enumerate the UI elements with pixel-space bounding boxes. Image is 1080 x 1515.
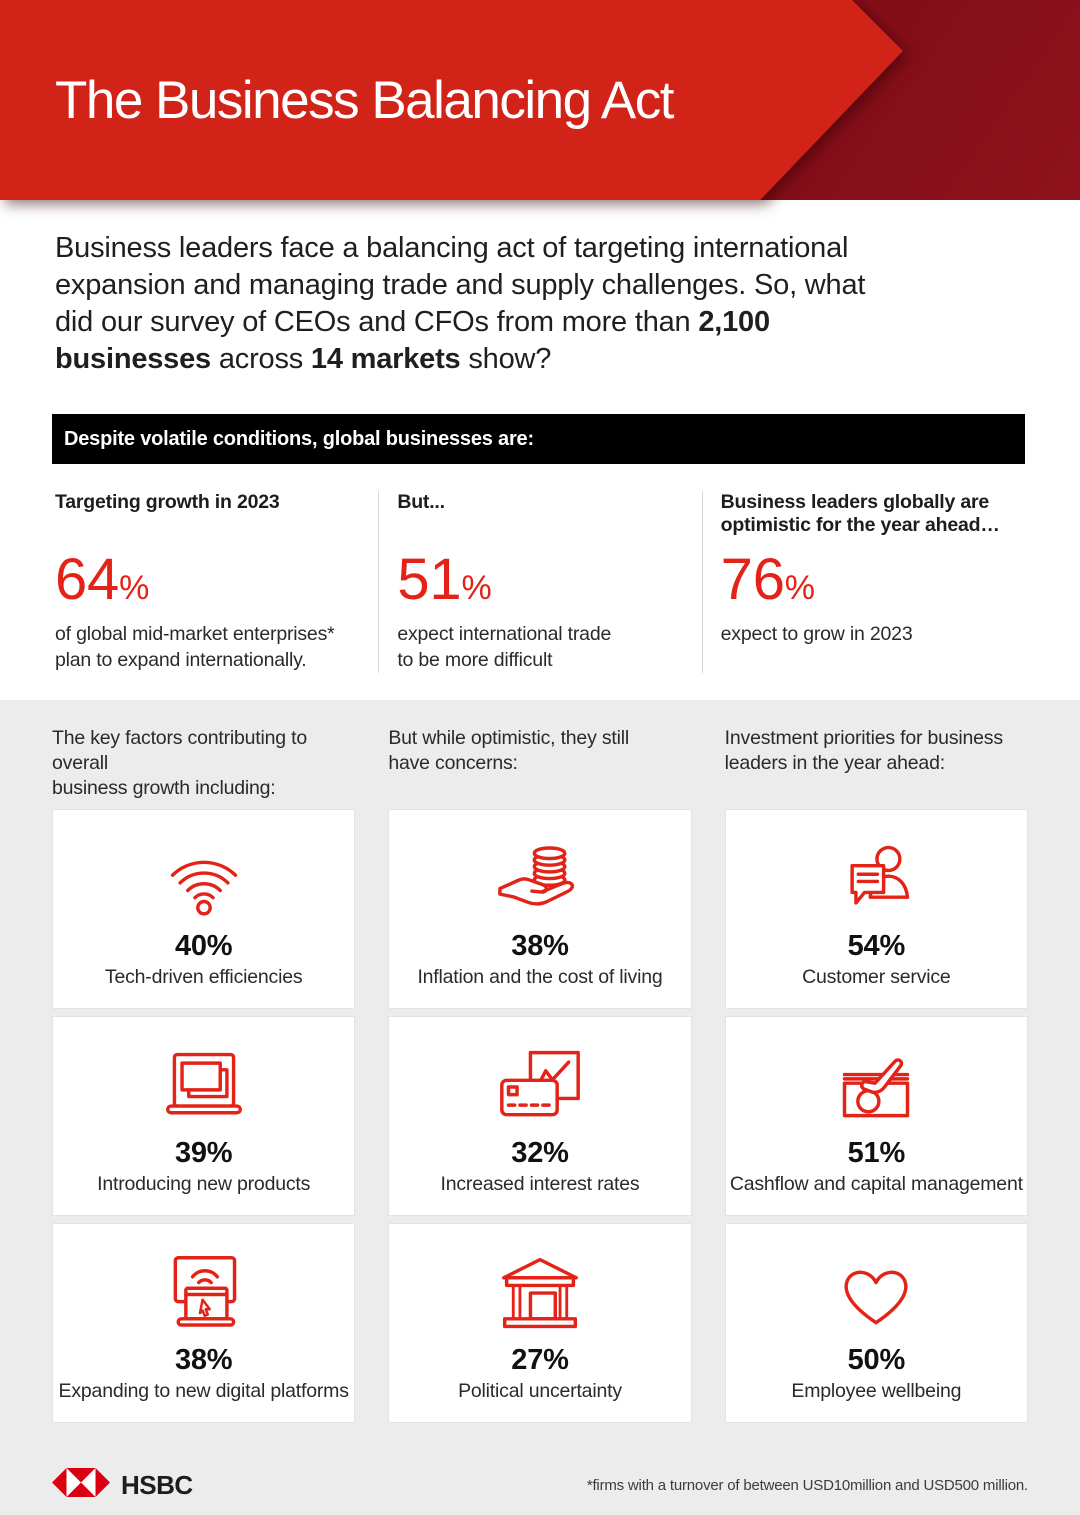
- footer: [52, 1468, 1028, 1512]
- stat-card: [52, 1016, 355, 1216]
- cash-hand-icon: [828, 1039, 924, 1135]
- grid-column-growth-factors: [52, 726, 355, 1430]
- column-intro: [388, 726, 691, 809]
- laptop-icon: [156, 1039, 252, 1135]
- card-value: 54%: [847, 930, 906, 962]
- grid-column-concerns: [388, 726, 691, 1430]
- stat-unit: %: [461, 569, 492, 607]
- person-chat-icon: [828, 832, 924, 928]
- card-label: Customer service: [802, 966, 951, 988]
- hsbc-hexagon-logo: [52, 1468, 110, 1502]
- stat-number: 76: [720, 547, 785, 612]
- card-value: 50%: [847, 1344, 906, 1376]
- bank-icon: [492, 1246, 588, 1342]
- wifi-icon: [156, 832, 252, 928]
- intro-text: show?: [460, 343, 552, 375]
- stat-unit: %: [784, 569, 815, 607]
- banner-text: Despite volatile conditions, global businesses are:: [64, 427, 534, 450]
- section-banner: [52, 414, 1025, 464]
- column-intro-line: Investment priorities for business: [724, 727, 1003, 749]
- stat-number: 51: [397, 547, 462, 612]
- card-label: Employee wellbeing: [791, 1380, 962, 1402]
- stat-card: [52, 1223, 355, 1423]
- stat-card: [388, 1223, 691, 1423]
- column-intro-line: leaders in the year ahead:: [724, 752, 945, 774]
- stat-header: But...: [397, 491, 445, 513]
- column-intro-line: But while optimistic, they still: [388, 727, 630, 749]
- intro-text: across: [210, 343, 311, 375]
- stat-column-optimism: [702, 491, 1025, 673]
- intro-highlight-markets: 14 markets: [310, 343, 461, 375]
- card-value: 39%: [174, 1137, 233, 1169]
- intro-highlight-businesses: 2,100 businesses: [55, 306, 770, 375]
- page-title: The Business Balancing Act: [55, 71, 673, 130]
- hsbc-brand: [52, 1468, 193, 1502]
- stat-number: 64: [55, 547, 120, 612]
- digital-platforms-icon: [156, 1246, 252, 1342]
- stat-column-but: [378, 491, 701, 673]
- stat-header-line: optimistic for the year ahead…: [720, 514, 1000, 536]
- column-intro: [52, 726, 355, 809]
- column-intro-line: The key factors contributing to overall: [52, 727, 308, 774]
- card-label: Inflation and the cost of living: [417, 966, 663, 988]
- coins-hand-icon: [492, 832, 588, 928]
- grid-column-priorities: [725, 726, 1028, 1430]
- stat-card: [52, 809, 355, 1009]
- heart-icon: [828, 1246, 924, 1342]
- column-intro-line: business growth including:: [52, 777, 276, 799]
- intro-paragraph: [55, 230, 900, 378]
- stat-desc-line: plan to expand internationally.: [55, 649, 307, 671]
- stat-desc-line: of global mid-market enterprises*: [55, 623, 335, 645]
- card-label: Expanding to new digital platforms: [58, 1380, 349, 1402]
- stat-card: [725, 1016, 1028, 1216]
- stat-description: [397, 621, 683, 673]
- card-value: 32%: [511, 1137, 569, 1169]
- stat-column-growth: [55, 491, 378, 673]
- stat-card: [725, 1223, 1028, 1423]
- card-value: 38%: [174, 1344, 233, 1376]
- stat-card: [388, 1016, 691, 1216]
- stat-desc-line: expect to grow in 2023: [720, 623, 913, 645]
- hero-header: [0, 0, 1080, 200]
- stat-card: [725, 809, 1028, 1009]
- stat-header-line: Business leaders globally are: [720, 491, 990, 513]
- stat-description: [721, 621, 1007, 647]
- card-label: Introducing new products: [97, 1173, 311, 1195]
- stat-value: [720, 547, 1007, 612]
- card-label: Tech-driven efficiencies: [104, 966, 303, 988]
- stat-desc-line: to be more difficult: [397, 649, 553, 671]
- stat-header: Targeting growth in 2023: [55, 491, 280, 513]
- card-value: 27%: [511, 1344, 569, 1376]
- card-grid-section: [0, 700, 1080, 1515]
- card-label: Cashflow and capital management: [729, 1173, 1023, 1195]
- stat-description: [55, 621, 360, 673]
- card-value: 51%: [847, 1137, 906, 1169]
- card-value: 38%: [511, 930, 569, 962]
- card-label: Political uncertainty: [458, 1380, 622, 1402]
- column-intro: [725, 726, 1028, 809]
- stat-card: [388, 809, 691, 1009]
- intro-section: [55, 230, 900, 378]
- stat-value: [55, 547, 360, 612]
- intro-text: Business leaders face a balancing act of targeting international expansion and managing trade and supply challenges. So, what did our survey of CEOs and CFOs from more than: [55, 232, 866, 338]
- footnote: *firms with a turnover of between USD10million and USD500 million.: [586, 1476, 1028, 1494]
- stat-desc-line: expect international trade: [397, 623, 612, 645]
- stat-header: [721, 491, 1007, 545]
- card-value: 40%: [174, 930, 233, 962]
- stats-section: [55, 491, 1025, 673]
- stat-unit: %: [119, 569, 150, 607]
- column-intro-line: have concerns:: [388, 752, 518, 774]
- brand-wordmark: HSBC: [121, 1469, 193, 1500]
- stat-value: [397, 547, 683, 612]
- card-label: Increased interest rates: [440, 1173, 640, 1195]
- card-chart-icon: [492, 1039, 588, 1135]
